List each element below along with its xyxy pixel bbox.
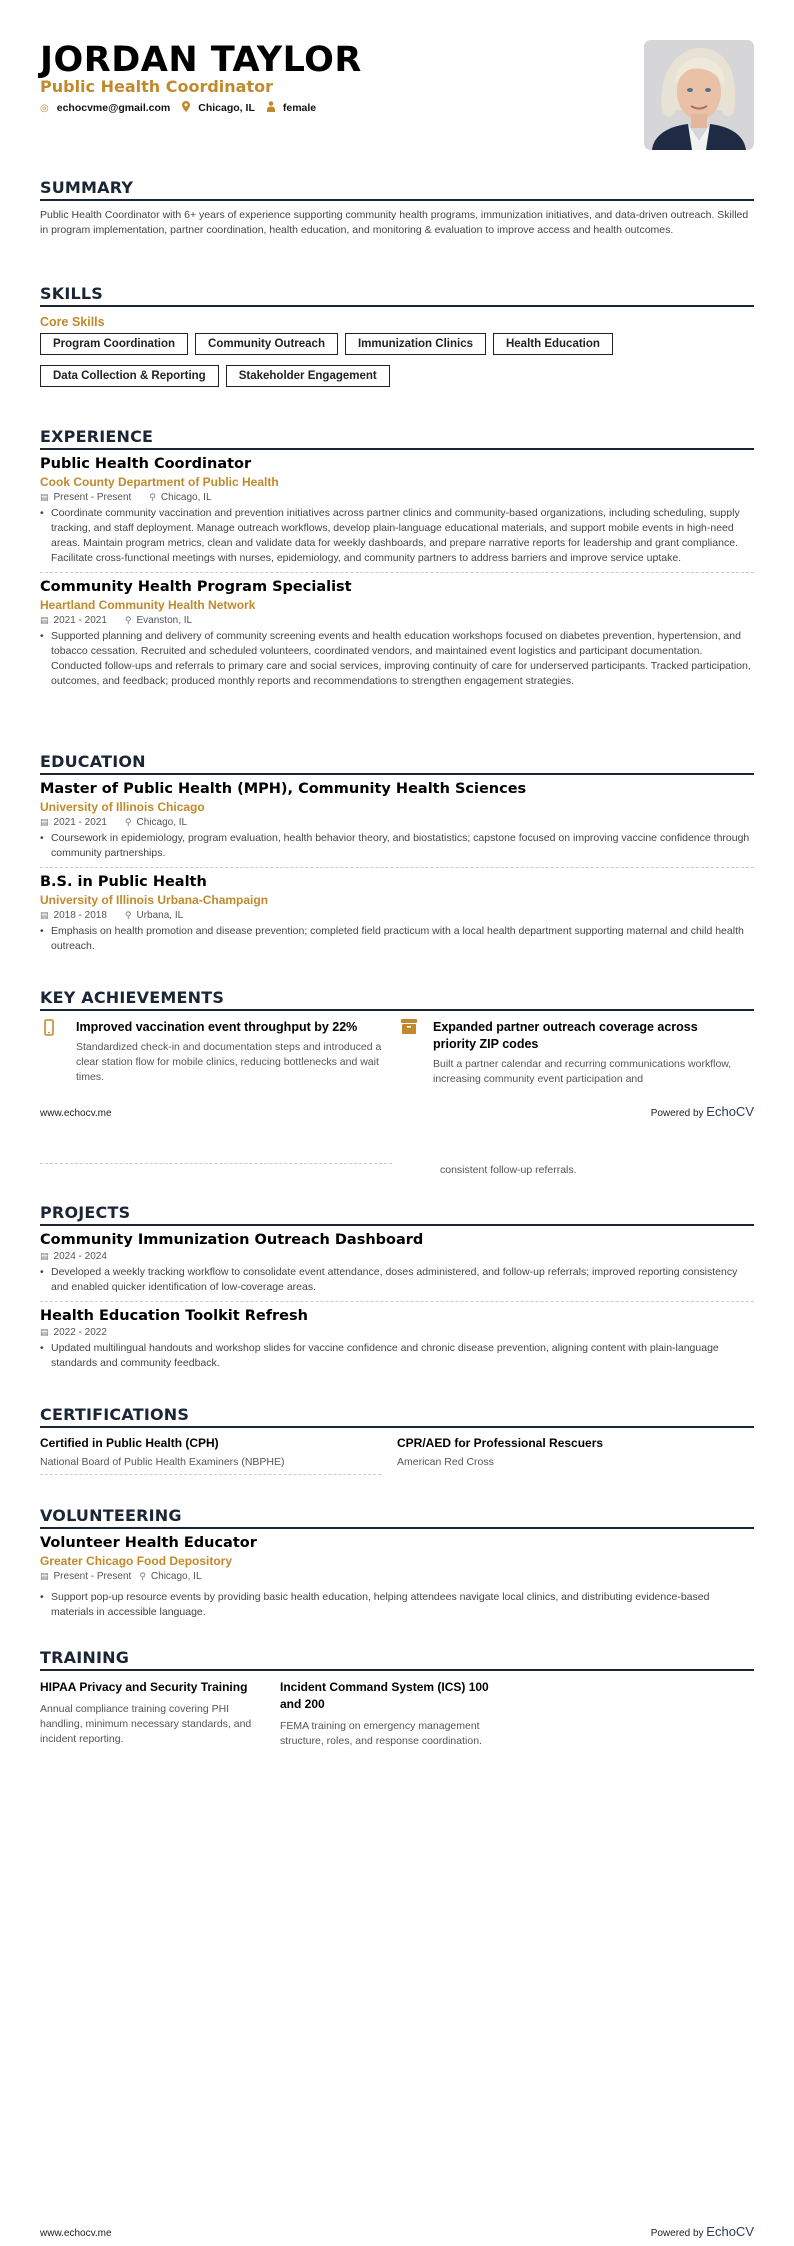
achievement-desc: Built a partner calendar and recurring communications workflow, increasing community event participation and <box>433 1058 732 1085</box>
experience-heading: EXPERIENCE <box>40 427 754 450</box>
achievement-item <box>397 1019 754 1087</box>
experience-entry <box>40 573 754 695</box>
job-title: Public Health Coordinator <box>40 456 252 472</box>
footer-site-link[interactable]: www.echocv.me <box>40 2228 112 2239</box>
education-section <box>40 752 754 960</box>
skill-chip: Health Education <box>493 333 613 355</box>
contact-location <box>182 101 255 115</box>
project-entry <box>40 1226 754 1302</box>
calendar-icon: ▤ <box>40 910 49 920</box>
location-pin-icon: ⚲ <box>124 615 132 625</box>
projects-heading: PROJECTS <box>40 1203 754 1226</box>
training-heading: TRAINING <box>40 1648 754 1671</box>
education-entry <box>40 868 754 960</box>
employer: Heartland Community Health Network <box>40 598 256 612</box>
location-pin-icon <box>182 101 190 115</box>
entry-bullet: • Coordinate community vaccination and prevention initiatives across partner clinics and community-based organizations, including scheduling, supply tracking, and staff deployment. Manage outreach workflows, develop plain-language educational materials, and support mobile events in high-need areas. Maintain program metrics, clean and validate data for weekly dashboards, and prepare narrative reports for leadership and grant compliance. Facilitate cross-functional meetings with nurses, epidemiology, and community partners to address barriers and improve service uptake. <box>40 507 740 564</box>
volunteering-entry <box>40 1529 754 1626</box>
candidate-name: JORDAN TAYLOR <box>40 40 362 80</box>
achievement-desc-continued: consistent follow-up referrals. <box>440 1164 577 1176</box>
degree-title: B.S. in Public Health <box>40 874 207 890</box>
education-heading: EDUCATION <box>40 752 754 775</box>
project-title: Community Immunization Outreach Dashboard <box>40 1232 424 1248</box>
entry-bullet: • Coursework in epidemiology, program evaluation, health behavior theory, and biostatistics; capstone focused on improving vaccine confidence through community partnerships. <box>40 832 750 859</box>
skills-chip-list <box>40 333 754 397</box>
achievement-title: Expanded partner outreach coverage across priority ZIP codes <box>433 1020 698 1051</box>
achievement-title: Improved vaccination event throughput by 22% <box>76 1020 358 1034</box>
training-item <box>40 1679 280 1749</box>
training-section <box>40 1648 754 1749</box>
job-title: Community Health Program Specialist <box>40 579 352 595</box>
profile-photo <box>644 40 754 150</box>
training-title: HIPAA Privacy and Security Training <box>40 1680 248 1694</box>
echocv-brand: EchoCV <box>706 1104 754 1119</box>
entry-meta <box>40 1251 754 1262</box>
entry-dates: Present - Present <box>53 1571 132 1582</box>
calendar-icon: ▤ <box>40 1571 49 1581</box>
entry-dates: 2021 - 2021 <box>53 817 107 828</box>
achievements-grid <box>40 1019 754 1087</box>
skills-heading: SKILLS <box>40 284 754 307</box>
entry-bullet: • Developed a weekly tracking workflow to consolidate event attendance, doses administered, and follow-up referrals; improved reporting consistency and enabled quicker identification of low-coverage areas. <box>40 1266 738 1293</box>
projects-section <box>40 1203 754 1377</box>
location-pin-icon: ⚲ <box>124 910 132 920</box>
skills-section <box>40 284 754 397</box>
entry-dates: 2024 - 2024 <box>53 1251 107 1262</box>
achievement-divider <box>40 1163 392 1164</box>
entry-bullet: • Support pop-up resource events by providing basic health education, helping attendees navigate local clinics, and distributing evidence-based materials in accessible language. <box>40 1591 710 1618</box>
volunteering-heading: VOLUNTEERING <box>40 1506 754 1529</box>
training-title: Incident Command System (ICS) 100 and 200 <box>280 1680 489 1711</box>
contact-email[interactable] <box>40 102 170 114</box>
location-pin-icon: ⚲ <box>149 492 156 502</box>
certification-issuer: National Board of Public Health Examiners (NBPHE) <box>40 1456 381 1475</box>
summary-section <box>40 178 754 238</box>
achievement-item <box>40 1019 397 1087</box>
certification-issuer: American Red Cross <box>397 1456 494 1468</box>
entry-dates: Present - Present <box>53 492 132 503</box>
entry-location: Chicago, IL <box>136 817 188 828</box>
entry-bullet: • Emphasis on health promotion and disease prevention; completed field practicum with a local health department supporting maternal and child health outreach. <box>40 925 744 952</box>
degree-title: Master of Public Health (MPH), Community Health Sciences <box>40 781 527 797</box>
project-title: Health Education Toolkit Refresh <box>40 1308 308 1324</box>
achievements-heading: KEY ACHIEVEMENTS <box>40 988 754 1011</box>
certification-title: CPR/AED for Professional Rescuers <box>397 1436 604 1450</box>
mobile-phone-icon <box>40 1019 76 1087</box>
employer: Cook County Department of Public Health <box>40 475 279 489</box>
entry-bullet: • Updated multilingual handouts and workshop slides for vaccine confidence and chronic disease prevention, aligning content with plain-language standards and community feedback. <box>40 1342 719 1369</box>
entry-dates: 2018 - 2018 <box>53 910 107 921</box>
school: University of Illinois Urbana-Champaign <box>40 893 269 907</box>
entry-location: Chicago, IL <box>160 492 212 503</box>
skill-chip: Data Collection & Reporting <box>40 365 219 387</box>
summary-heading: SUMMARY <box>40 178 754 201</box>
location-pin-icon: ⚲ <box>124 817 132 827</box>
echocv-brand: EchoCV <box>706 2224 754 2239</box>
training-desc: Annual compliance training covering PHI handling, minimum necessary standards, and incident reporting. <box>40 1703 252 1745</box>
entry-dates: 2022 - 2022 <box>53 1327 107 1338</box>
contact-gender <box>267 101 316 115</box>
archive-box-icon <box>397 1019 433 1087</box>
entry-bullet: • Supported planning and delivery of community screening events and health education workshops focused on diabetes prevention, hypertension, and tobacco cessation. Recruited and scheduled volunteers, coordinated vendors, and maintained event logistics and participant documentation. Conducted follow-ups and referrals to primary care and social services, improving continuity of care for underserved participants. Tracked participation, outcomes, and feedback; produced monthly reports and recommendations to strengthen engagement strategies. <box>40 630 751 687</box>
achievement-desc: Standardized check-in and documentation steps and introduced a clear station flow for mobile clinics, reducing bottlenecks and wait times. <box>76 1041 382 1083</box>
location-pin-icon: ⚲ <box>139 1571 146 1581</box>
skills-group-label: Core Skills <box>40 315 105 329</box>
certification-item <box>397 1436 754 1475</box>
certification-title: Certified in Public Health (CPH) <box>40 1436 219 1450</box>
contact-location-text: Chicago, IL <box>198 102 255 114</box>
skill-chip: Community Outreach <box>195 333 338 355</box>
calendar-icon: ▤ <box>40 615 49 625</box>
contact-gender-text: female <box>282 102 317 114</box>
calendar-icon: ▤ <box>40 817 49 827</box>
entry-location: Chicago, IL <box>150 1571 202 1582</box>
experience-entry <box>40 450 754 573</box>
entry-meta <box>40 615 754 626</box>
summary-text: Public Health Coordinator with 6+ years of experience supporting community health programs, immunization initiatives, and data-driven outreach. Skilled in program implementation, partner coordination, health education, and monitoring & evaluation to improve access and health outcomes. <box>40 209 749 236</box>
footer-site-link[interactable]: www.echocv.me <box>40 1108 112 1119</box>
entry-meta <box>40 492 754 503</box>
entry-meta <box>40 910 754 921</box>
entry-meta <box>40 1327 754 1338</box>
calendar-icon: ▤ <box>40 492 49 502</box>
entry-meta <box>40 817 754 828</box>
certifications-grid <box>40 1436 754 1475</box>
school: University of Illinois Chicago <box>40 800 205 814</box>
certification-item <box>40 1436 397 1475</box>
skill-chip: Stakeholder Engagement <box>226 365 390 387</box>
skill-chip: Program Coordination <box>40 333 188 355</box>
entry-meta <box>40 1571 754 1582</box>
entry-location: Evanston, IL <box>136 615 193 626</box>
powered-by: Powered by EchoCV <box>650 2224 754 2239</box>
education-entry <box>40 775 754 868</box>
calendar-icon: ▤ <box>40 1251 49 1261</box>
calendar-icon: ▤ <box>40 1327 49 1337</box>
skill-chip: Immunization Clinics <box>345 333 486 355</box>
powered-by: Powered by EchoCV <box>650 1104 754 1119</box>
candidate-title: Public Health Coordinator <box>40 77 273 96</box>
certifications-heading: CERTIFICATIONS <box>40 1405 754 1428</box>
certifications-section <box>40 1405 754 1475</box>
experience-section <box>40 427 754 695</box>
at-icon: ◎ <box>40 102 49 114</box>
contact-email-text: echocvme@gmail.com <box>56 102 171 114</box>
volunteer-role: Volunteer Health Educator <box>40 1535 257 1551</box>
user-icon <box>267 101 275 115</box>
training-grid <box>40 1679 754 1749</box>
training-item <box>280 1679 520 1749</box>
achievements-section <box>40 988 754 1088</box>
entry-location: Urbana, IL <box>136 910 184 921</box>
project-entry <box>40 1302 754 1377</box>
entry-dates: 2021 - 2021 <box>53 615 107 626</box>
volunteering-section <box>40 1506 754 1626</box>
contact-row <box>40 101 328 115</box>
training-desc: FEMA training on emergency management structure, roles, and response coordination. <box>280 1720 482 1747</box>
volunteer-org: Greater Chicago Food Depository <box>40 1554 233 1568</box>
